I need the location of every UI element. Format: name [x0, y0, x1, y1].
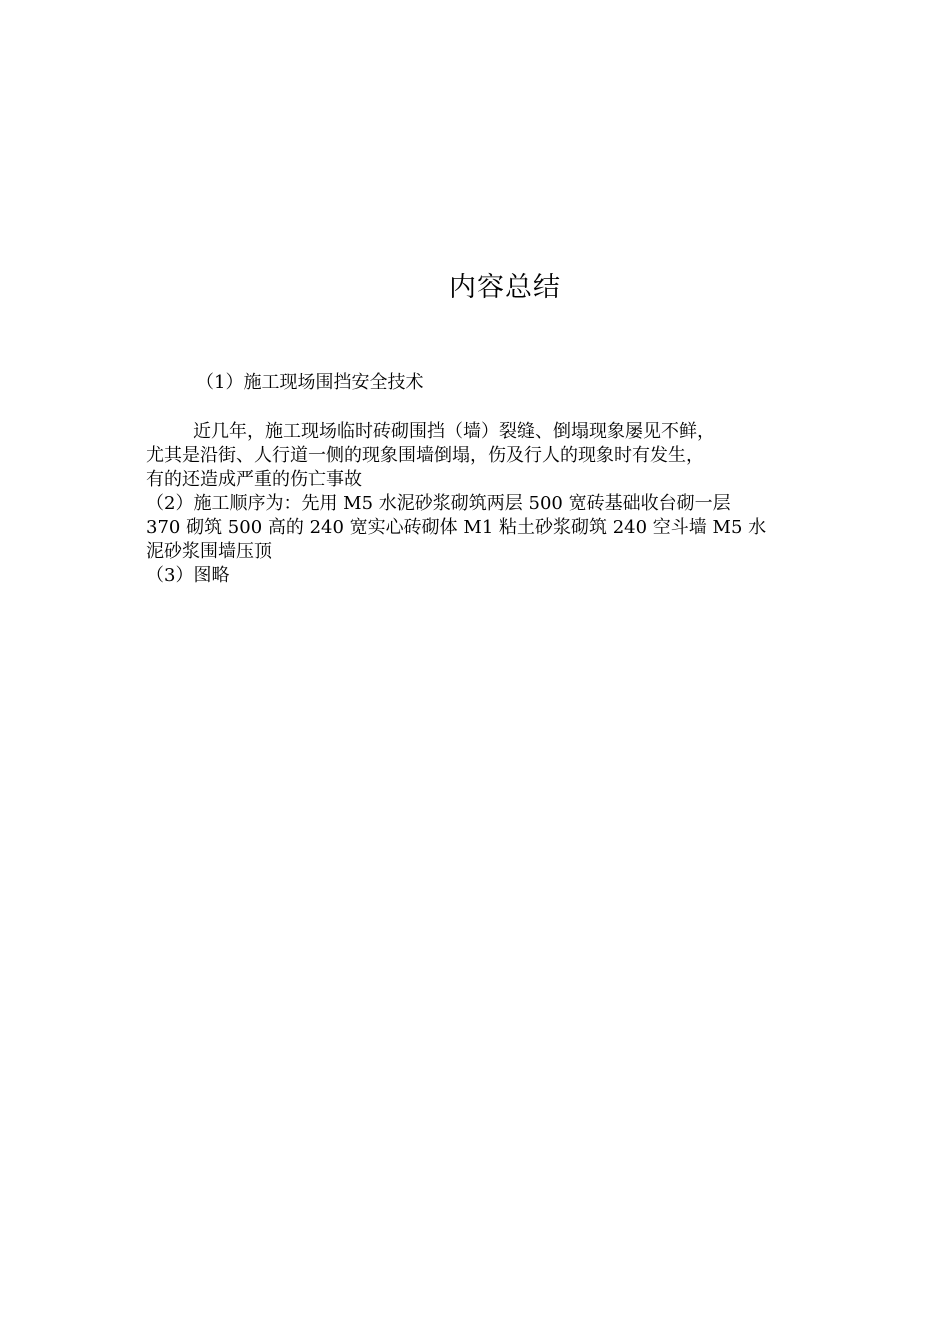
paragraph-line: 有的还造成严重的伤亡事故	[146, 469, 362, 490]
section-1-heading: （1）施工现场围挡安全技术	[196, 372, 424, 393]
section-2-line: （2）施工顺序为：先用 M5 水泥砂浆砌筑两层 500 宽砖基础收台砌一层	[146, 493, 731, 514]
paragraph-line: 近几年，施工现场临时砖砌围挡（墙）裂缝、倒塌现象屡见不鲜，	[193, 421, 715, 442]
section-3-heading: （3）图略	[146, 565, 230, 586]
section-2-line: 370 砌筑 500 高的 240 宽实心砖砌体 M1 粘土砂浆砌筑 240 空斗墙 M5 水	[146, 517, 767, 538]
body-paragraphs	[146, 420, 806, 588]
section-1	[146, 371, 806, 395]
document-title: 内容总结	[449, 272, 561, 303]
paragraph-line: 尤其是沿街、人行道一侧的现象围墙倒塌，伤及行人的现象时有发生，	[146, 445, 704, 466]
section-2-line: 泥砂浆围墙压顶	[146, 541, 272, 562]
